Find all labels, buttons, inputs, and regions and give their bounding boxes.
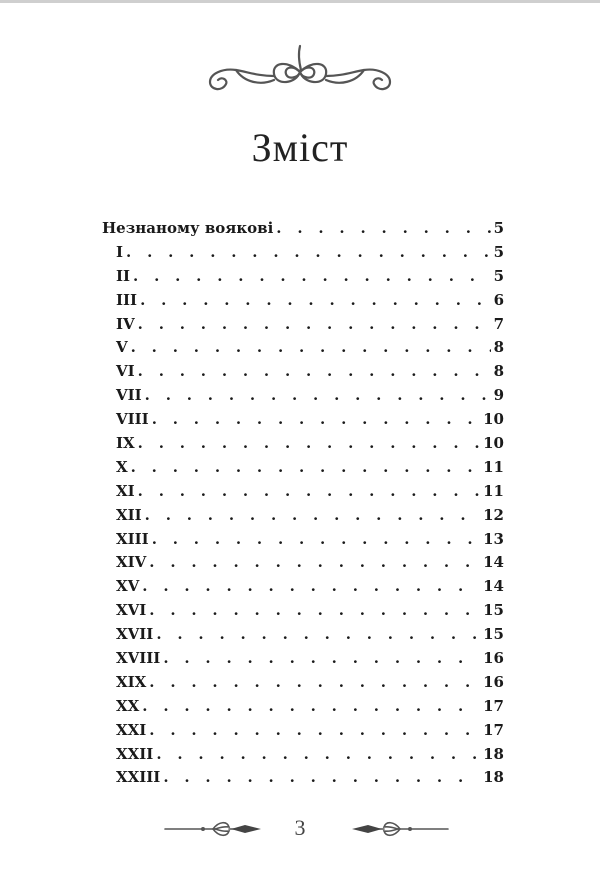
toc-entry-label: XVIII [116, 649, 161, 668]
dot-leader [145, 384, 491, 408]
dot-leader [152, 528, 480, 552]
toc-entry-page: 8 [493, 338, 504, 357]
dot-leader [149, 719, 480, 743]
dot-leader [131, 456, 480, 480]
toc-entry-page: 5 [493, 266, 504, 285]
toc-entry[interactable] [102, 719, 504, 743]
toc-entry-page: 10 [483, 410, 504, 429]
toc-entry[interactable] [102, 766, 504, 790]
toc-entry-label: XXI [116, 720, 147, 739]
toc-entry-label: XXIII [116, 768, 161, 787]
page-title: Зміст [251, 125, 349, 170]
toc-entry-label: XIII [116, 529, 149, 548]
toc-entry-label: V [116, 338, 128, 357]
toc-entry-label: I [116, 242, 124, 261]
toc-entry-label: X [116, 457, 128, 476]
dot-leader [138, 480, 480, 504]
dot-leader [140, 289, 491, 313]
toc-entry-label: IV [116, 314, 135, 333]
toc-entry[interactable] [102, 360, 504, 384]
dot-leader [156, 743, 480, 767]
flourish-right-icon [340, 818, 450, 840]
toc-entry[interactable] [102, 623, 504, 647]
dot-leader [126, 241, 491, 265]
toc-entry[interactable] [102, 217, 504, 241]
scroll-flourish-icon [200, 42, 405, 104]
toc-entry-page: 14 [483, 553, 504, 572]
toc-entry-page: 17 [483, 720, 504, 739]
page-top-rule [0, 0, 600, 3]
dot-leader [131, 336, 491, 360]
toc-entry[interactable] [102, 408, 504, 432]
page-number: 3 [294, 815, 306, 840]
toc-entry[interactable] [102, 528, 504, 552]
toc-entry-page: 13 [483, 529, 504, 548]
toc-entry[interactable] [102, 551, 504, 575]
dot-leader [149, 599, 480, 623]
toc-entry-label: XI [116, 481, 135, 500]
dot-leader [163, 766, 480, 790]
toc-entry-page: 5 [493, 242, 504, 261]
toc-entry-label: XIX [116, 672, 147, 691]
dot-leader [276, 217, 490, 241]
toc-entry-page: 7 [493, 314, 504, 333]
toc-entry-page: 11 [483, 481, 504, 500]
toc-entry-page: 18 [483, 768, 504, 787]
toc-entry-label: XX [116, 696, 140, 715]
dot-leader [145, 504, 480, 528]
toc-entry-page: 10 [483, 434, 504, 453]
toc-entry-label: III [116, 290, 138, 309]
toc-entry-label: XVI [116, 601, 147, 620]
toc-entry-label: XVII [116, 625, 154, 644]
dot-leader [152, 408, 480, 432]
dot-leader [142, 695, 480, 719]
toc-entry-label: VII [116, 386, 142, 405]
toc-entry-page: 9 [493, 386, 504, 405]
dot-leader [149, 551, 480, 575]
toc-entry-page: 16 [483, 672, 504, 691]
toc-entry[interactable] [102, 336, 504, 360]
toc-entry[interactable] [102, 313, 504, 337]
toc-entry-page: 12 [483, 505, 504, 524]
toc-entry-label: II [116, 266, 131, 285]
dot-leader [138, 360, 491, 384]
table-of-contents [102, 217, 504, 790]
toc-entry-page: 11 [483, 457, 504, 476]
toc-entry[interactable] [102, 695, 504, 719]
toc-entry-label: VIII [116, 410, 149, 429]
dot-leader [163, 647, 480, 671]
toc-entry[interactable] [102, 384, 504, 408]
dot-leader [138, 313, 491, 337]
toc-entry[interactable] [102, 265, 504, 289]
toc-entry-label: IX [116, 434, 135, 453]
dot-leader [156, 623, 480, 647]
toc-entry[interactable] [102, 480, 504, 504]
toc-entry[interactable] [102, 575, 504, 599]
toc-entry[interactable] [102, 504, 504, 528]
toc-entry[interactable] [102, 647, 504, 671]
toc-entry[interactable] [102, 241, 504, 265]
dot-leader [142, 575, 480, 599]
toc-entry-page: 18 [483, 744, 504, 763]
toc-entry-label: XV [116, 577, 140, 596]
toc-entry-page: 8 [493, 362, 504, 381]
toc-entry[interactable] [102, 671, 504, 695]
toc-entry-label: VI [116, 362, 135, 381]
toc-entry-page: 15 [483, 625, 504, 644]
toc-entry-page: 17 [483, 696, 504, 715]
toc-entry-page: 15 [483, 601, 504, 620]
toc-entry-label: XII [116, 505, 142, 524]
toc-entry-label: XIV [116, 553, 147, 572]
toc-entry-label: Незнаному воякові [102, 219, 274, 237]
toc-entry-page: 16 [483, 649, 504, 668]
toc-entry[interactable] [102, 599, 504, 623]
toc-entry[interactable] [102, 743, 504, 767]
toc-entry[interactable] [102, 456, 504, 480]
toc-entry-label: XXII [116, 744, 154, 763]
toc-entry-page: 6 [493, 290, 504, 309]
dot-leader [133, 265, 491, 289]
toc-entry[interactable] [102, 289, 504, 313]
toc-entry-page: 14 [483, 577, 504, 596]
toc-entry-page: 5 [493, 219, 504, 237]
dot-leader [149, 671, 480, 695]
dot-leader [138, 432, 480, 456]
toc-entry[interactable] [102, 432, 504, 456]
